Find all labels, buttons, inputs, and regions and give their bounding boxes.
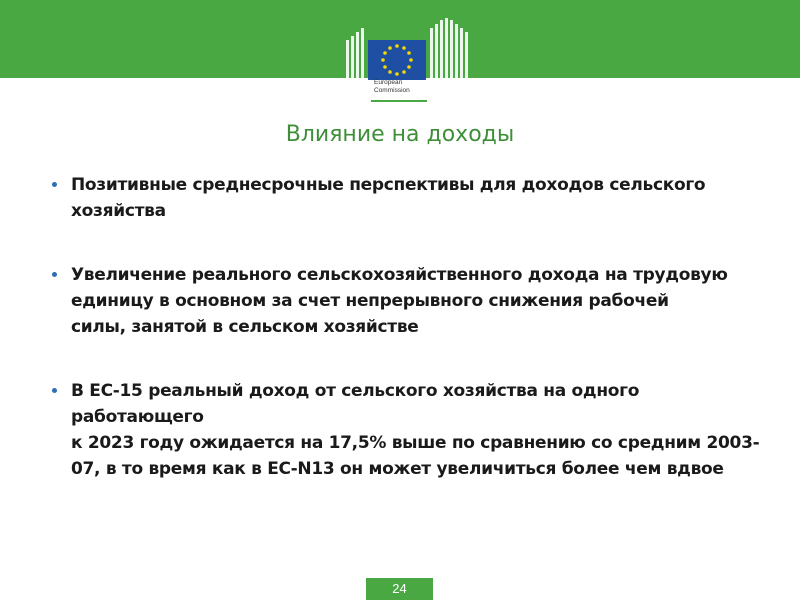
bullet-line: В ЕС-15 реальный доход от сельского хозяйства на одного работающего: [71, 381, 640, 427]
bullet-line: единицу в основном за счет непрерывного снижения рабочей: [71, 291, 669, 311]
bullet-item-labour-income: [52, 262, 762, 340]
bullet-line: к 2023 году ожидается на 17,5% выше по сравнению со средним 2003-: [71, 433, 760, 453]
bullet-line: силы, занятой в сельском хозяйстве: [71, 317, 419, 337]
page-number: 24: [366, 578, 433, 600]
bullet-line: Увеличение реального сельскохозяйственного дохода на трудовую: [71, 265, 728, 285]
bullet-line: 07, в то время как в ЕС-N13 он может увеличиться более чем вдвое: [71, 459, 724, 479]
bullet-dot-icon: [52, 182, 57, 187]
bullet-line: Позитивные среднесрочные перспективы для доходов сельского: [71, 175, 706, 195]
slide-title: Влияние на доходы: [285, 122, 515, 147]
logo-caption: [374, 79, 410, 95]
logo-caption-line2: Commission: [374, 87, 410, 94]
bullet-item-income-outlook: [52, 172, 762, 224]
bullet-list: [52, 172, 762, 482]
logo-underline: [371, 100, 427, 102]
logo-caption-line1: European: [374, 79, 403, 86]
bullet-line: хозяйства: [71, 201, 166, 221]
bullet-dot-icon: [52, 272, 57, 277]
bullet-dot-icon: [52, 388, 57, 393]
bullet-item-eu15-forecast: [52, 378, 762, 482]
